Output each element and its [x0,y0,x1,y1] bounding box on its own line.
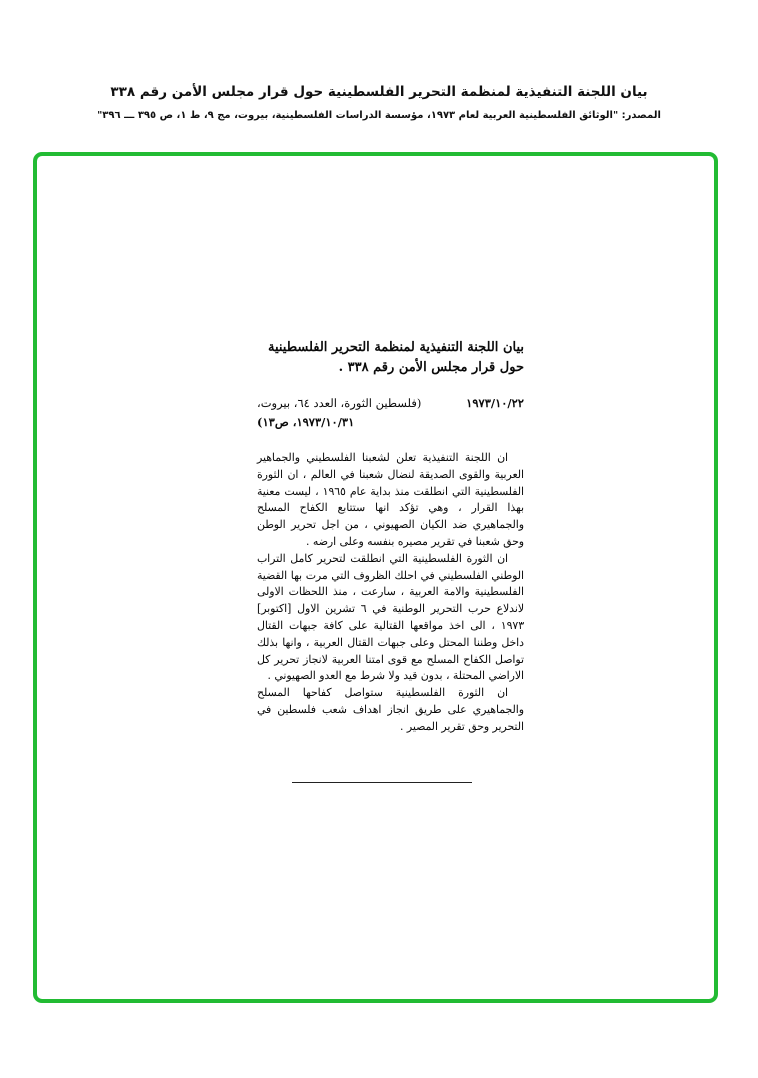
page-header-title: بيان اللجنة التنفيذية لمنظمة التحرير الفلسطينية حول قرار مجلس الأمن رقم ٣٣٨ [110,84,648,100]
reference-row [257,394,524,413]
document-content [257,338,524,736]
paragraph-1: ان اللجنة التنفيذية تعلن لشعبنا الفلسطيني والجماهير العربية والقوى الصديقة لنضال شعبنا في العالم ، ان الثورة الفلسطينية التي انطلقت منذ بداية عام ١٩٦٥ ، ليست معنية بهذا القرار ، وهي تؤكد انها ستتابع الكفاح المسلح والجماهيري ضد الكيان الصهيوني ، من اجل تحرير الوطن وحق شعبنا في تقرير مصيره بنفسه وعلى ارضه . [257,451,525,548]
document-date: ١٩٧٣/١٠/٢٢ [466,396,524,410]
document-source-line2: ١٩٧٣/١٠/٣١، ص١٣) [257,415,355,429]
document-source-line1: (فلسطين الثورة، العدد ٦٤، بيروت، [257,396,422,410]
page-header-source: المصدر: "الوثائق الفلسطينية العربية لعام ١٩٧٣، مؤسسة الدراسات الفلسطينية، بيروت، مج ٩، ط ١، ص ٣٩٥ ـــ ٣٩٦" [97,110,661,121]
end-divider [292,782,472,783]
paragraph-3: ان الثورة الفلسطينية ستواصل كفاحها المسلح والجماهيري على طريق انجاز اهداف شعب فلسطين في التحرير وحق تقرير المصير . [257,686,524,733]
paragraph-2: ان الثورة الفلسطينية التي انطلقت لتحرير كامل التراب الوطني الفلسطيني في احلك الظروف التي مرت بها القضية الفلسطينية والامة العربية ، سارعت ، منذ اللحظات الاولى لاندلاع حرب التحرير الوطنية في ٦ تشرين الاول [اكتوبر] ١٩٧٣ ، الى اخذ مواقعها القتالية على كافة جبهات القتال داخل وطننا المحتل وعلى جبهات القتال العربية ، وانها بذلك تواصل الكفاح المسلح مع قوى امتنا العربية لانجاز تحرير كل الاراضي المحتلة ، بدون قيد ولا شرط مع العدو الصهيوني . [257,551,524,683]
document-title: بيان اللجنة التنفيذية لمنظمة التحرير الفلسطينية حول قرار مجلس الأمن رقم ٣٣٨ . [267,340,524,375]
